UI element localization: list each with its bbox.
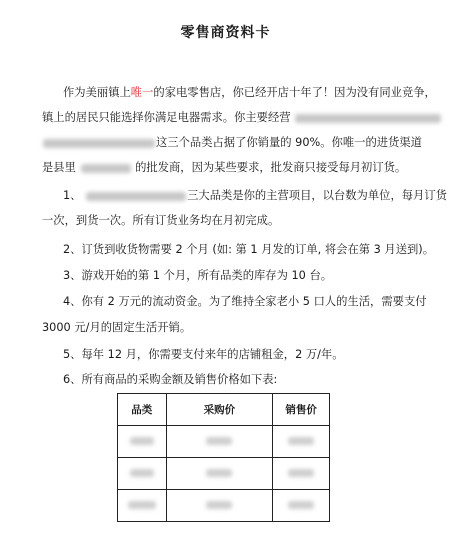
header-category: 品类 bbox=[118, 394, 167, 426]
intro-text: 的家电零售店，你已经开店十年了！因为没有同业竞争， bbox=[153, 86, 436, 99]
page-title: 零售商资料卡 bbox=[180, 25, 271, 41]
item-1-line-1 bbox=[63, 188, 447, 204]
table-row bbox=[118, 458, 330, 490]
item-text: 三大品类是你的主营项目，以台数为单位，每月订货 bbox=[187, 189, 447, 202]
redacted-text bbox=[288, 437, 314, 445]
table-header-row bbox=[118, 394, 330, 426]
redacted-text bbox=[206, 501, 232, 509]
sale-price-cell bbox=[273, 490, 330, 522]
intro-line-4 bbox=[42, 160, 406, 176]
redacted-text bbox=[288, 501, 314, 509]
redacted-text bbox=[206, 437, 232, 445]
item-5: 5、每年 12 月，你需要支付来年的店铺租金，2 万/年。 bbox=[63, 348, 344, 361]
intro-text: 作为美丽镇上 bbox=[63, 86, 131, 99]
intro-line-1 bbox=[63, 85, 436, 101]
table-row bbox=[118, 490, 330, 522]
table-row bbox=[118, 426, 330, 458]
highlight-text: 唯一 bbox=[130, 86, 154, 99]
redacted-text bbox=[43, 139, 155, 148]
item-3: 3、游戏开始的第 1 个月，所有品类的库存为 10 台。 bbox=[63, 269, 333, 282]
item-4-line-1: 4、你有 2 万元的流动资金。为了维持全家老小 5 口人的生活，需要支付 bbox=[63, 295, 427, 308]
sale-price-cell bbox=[273, 458, 330, 490]
category-cell bbox=[118, 426, 167, 458]
category-cell bbox=[118, 490, 167, 522]
redacted-text bbox=[295, 114, 441, 123]
redacted-text bbox=[81, 164, 131, 173]
header-purchase-price: 采购价 bbox=[166, 394, 273, 426]
item-6: 6、所有商品的采购金额及销售价格如下表: bbox=[63, 373, 278, 386]
item-text: 1、 bbox=[63, 189, 82, 202]
intro-text: 这三个品类占据了你销量的 90%。你唯一的进货渠道 bbox=[156, 136, 422, 149]
purchase-price-cell bbox=[166, 458, 273, 490]
intro-text: 的批发商，因为某些要求，批发商只接受每月初订货。 bbox=[135, 161, 407, 174]
price-table bbox=[117, 393, 330, 522]
purchase-price-cell bbox=[166, 490, 273, 522]
category-cell bbox=[118, 458, 167, 490]
intro-text: 镇上的居民只能选择你满足电器需求。你主要经营 bbox=[42, 111, 291, 124]
item-4-line-2: 3000 元/月的固定生活开销。 bbox=[42, 321, 192, 334]
redacted-text bbox=[206, 469, 232, 477]
purchase-price-cell bbox=[166, 426, 273, 458]
header-sale-price: 销售价 bbox=[273, 394, 330, 426]
redacted-text bbox=[130, 437, 154, 445]
redacted-text bbox=[288, 469, 314, 477]
redacted-text bbox=[128, 501, 156, 509]
intro-text: 是县里 bbox=[42, 161, 76, 174]
redacted-text bbox=[130, 469, 154, 477]
redacted-text bbox=[86, 192, 186, 201]
sale-price-cell bbox=[273, 426, 330, 458]
item-1-line-2: 一次，到货一次。所有订货业务均在月初完成。 bbox=[42, 214, 280, 227]
item-2: 2、订货到收货物需要 2 个月 (如: 第 1 月发的订单, 将会在第 3 月送到)。 bbox=[63, 243, 435, 256]
intro-line-2 bbox=[42, 110, 442, 126]
intro-line-3 bbox=[42, 135, 422, 151]
